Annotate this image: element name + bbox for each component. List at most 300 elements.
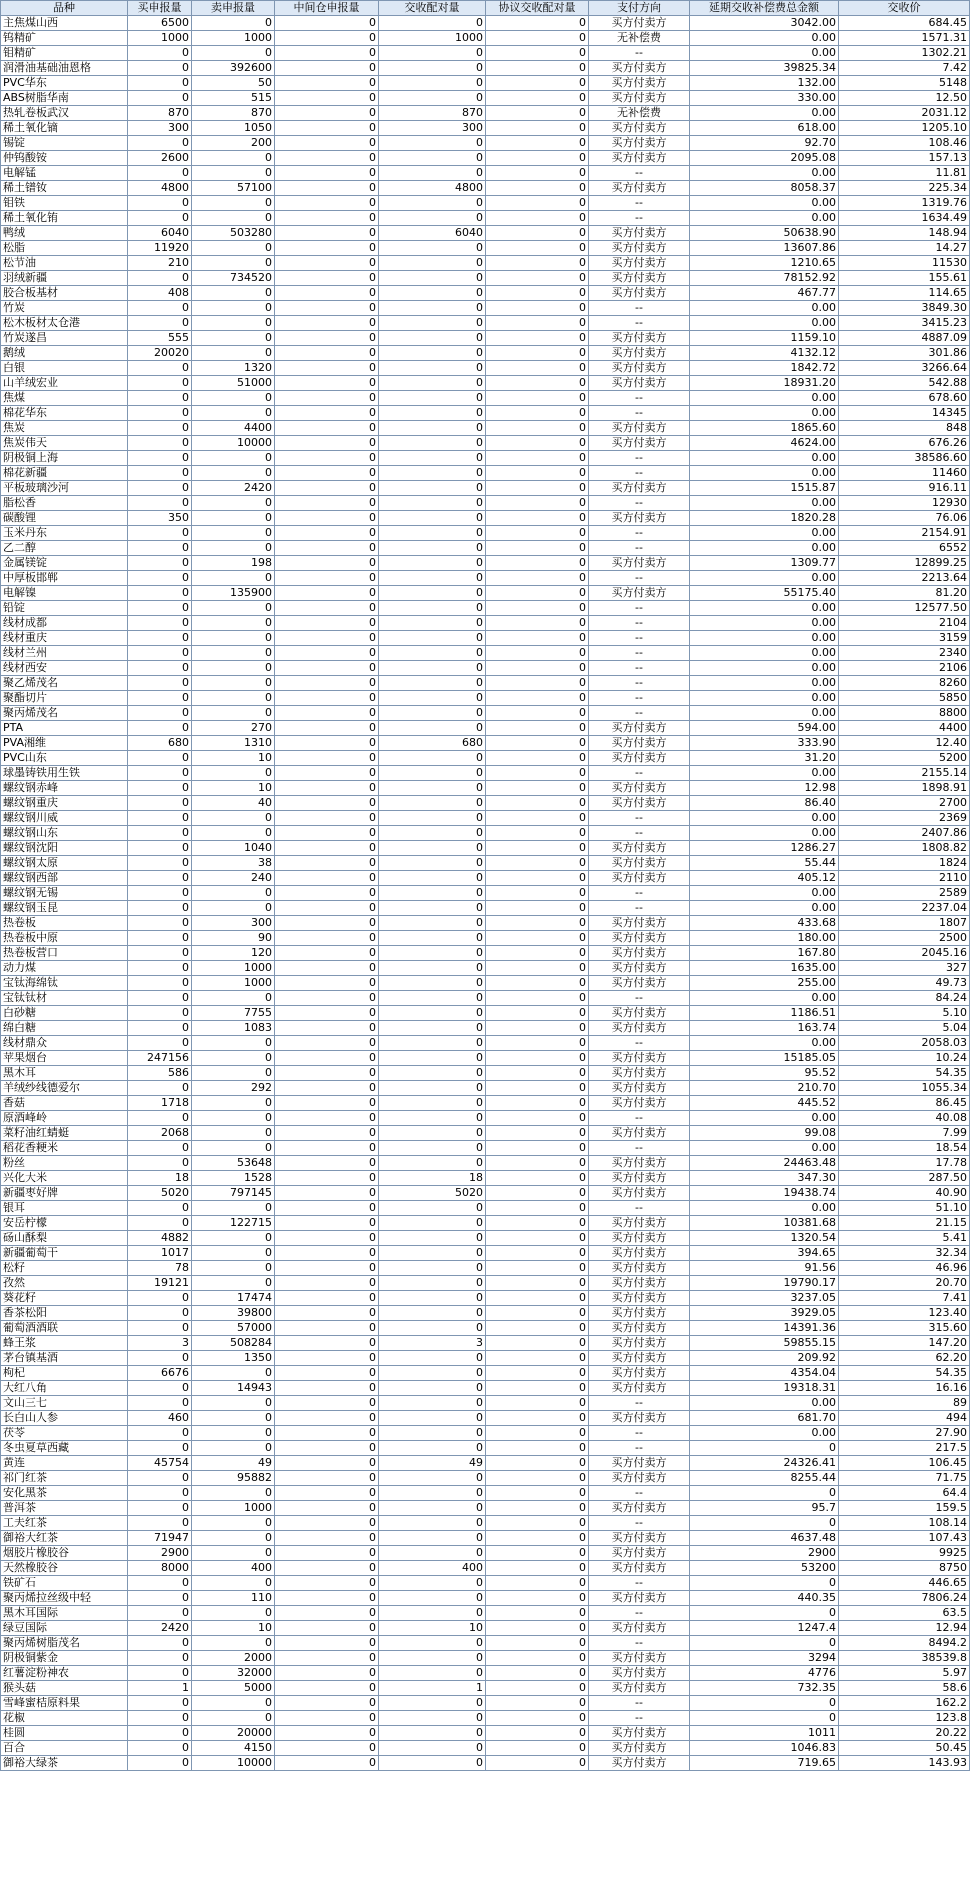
cell-agreement-matched: 0 bbox=[486, 1666, 589, 1681]
cell-deferred-compensation: 210.70 bbox=[690, 1081, 839, 1096]
cell-deferred-compensation: 394.65 bbox=[690, 1246, 839, 1261]
table-row bbox=[1, 421, 970, 436]
cell-intermediate-declared: 0 bbox=[275, 766, 379, 781]
table-row bbox=[1, 1756, 970, 1771]
cell-deferred-compensation: 0.00 bbox=[690, 616, 839, 631]
cell-intermediate-declared: 0 bbox=[275, 571, 379, 586]
cell-sell-declared: 0 bbox=[192, 1606, 275, 1621]
cell-delivery-price: 12930 bbox=[839, 496, 970, 511]
cell-buy-declared: 680 bbox=[128, 736, 192, 751]
cell-intermediate-declared: 0 bbox=[275, 1696, 379, 1711]
table-row bbox=[1, 1381, 970, 1396]
cell-deferred-compensation: 1011 bbox=[690, 1726, 839, 1741]
cell-sell-declared: 0 bbox=[192, 1576, 275, 1591]
cell-matched: 0 bbox=[379, 556, 486, 571]
cell-matched: 0 bbox=[379, 1021, 486, 1036]
cell-agreement-matched: 0 bbox=[486, 1456, 589, 1471]
cell-matched: 0 bbox=[379, 916, 486, 931]
cell-deferred-compensation: 0.00 bbox=[690, 1111, 839, 1126]
cell-sell-declared: 515 bbox=[192, 91, 275, 106]
cell-payment-direction: 买方付卖方 bbox=[589, 1681, 690, 1696]
cell-buy-declared: 0 bbox=[128, 571, 192, 586]
cell-matched: 0 bbox=[379, 1591, 486, 1606]
cell-variety: 电解锰 bbox=[1, 166, 128, 181]
cell-variety: 中厚板邯郸 bbox=[1, 571, 128, 586]
cell-sell-declared: 122715 bbox=[192, 1216, 275, 1231]
cell-sell-declared: 10 bbox=[192, 751, 275, 766]
cell-deferred-compensation: 0.00 bbox=[690, 601, 839, 616]
cell-intermediate-declared: 0 bbox=[275, 1756, 379, 1771]
cell-buy-declared: 350 bbox=[128, 511, 192, 526]
cell-payment-direction: 买方付卖方 bbox=[589, 481, 690, 496]
cell-sell-declared: 0 bbox=[192, 1066, 275, 1081]
cell-deferred-compensation: 0.00 bbox=[690, 901, 839, 916]
cell-intermediate-declared: 0 bbox=[275, 301, 379, 316]
cell-deferred-compensation: 445.52 bbox=[690, 1096, 839, 1111]
cell-delivery-price: 678.60 bbox=[839, 391, 970, 406]
cell-deferred-compensation: 0.00 bbox=[690, 826, 839, 841]
cell-matched: 0 bbox=[379, 451, 486, 466]
cell-payment-direction: -- bbox=[589, 466, 690, 481]
cell-intermediate-declared: 0 bbox=[275, 331, 379, 346]
cell-sell-declared: 0 bbox=[192, 1036, 275, 1051]
cell-agreement-matched: 0 bbox=[486, 1441, 589, 1456]
cell-agreement-matched: 0 bbox=[486, 751, 589, 766]
cell-buy-declared: 78 bbox=[128, 1261, 192, 1276]
cell-variety: 茯苓 bbox=[1, 1426, 128, 1441]
cell-agreement-matched: 0 bbox=[486, 361, 589, 376]
cell-payment-direction: 买方付卖方 bbox=[589, 796, 690, 811]
cell-sell-declared: 0 bbox=[192, 1696, 275, 1711]
cell-variety: 乙二醇 bbox=[1, 541, 128, 556]
cell-payment-direction: 买方付卖方 bbox=[589, 1051, 690, 1066]
cell-payment-direction: 买方付卖方 bbox=[589, 736, 690, 751]
cell-intermediate-declared: 0 bbox=[275, 226, 379, 241]
cell-variety: 金属镁锭 bbox=[1, 556, 128, 571]
cell-agreement-matched: 0 bbox=[486, 1711, 589, 1726]
cell-agreement-matched: 0 bbox=[486, 976, 589, 991]
cell-intermediate-declared: 0 bbox=[275, 721, 379, 736]
cell-matched: 18 bbox=[379, 1171, 486, 1186]
cell-buy-declared: 0 bbox=[128, 1321, 192, 1336]
cell-payment-direction: 买方付卖方 bbox=[589, 1621, 690, 1636]
cell-buy-declared: 0 bbox=[128, 556, 192, 571]
cell-payment-direction: 买方付卖方 bbox=[589, 1471, 690, 1486]
cell-matched: 0 bbox=[379, 1606, 486, 1621]
cell-variety: 工夫红茶 bbox=[1, 1516, 128, 1531]
cell-matched: 0 bbox=[379, 1516, 486, 1531]
cell-deferred-compensation: 0.00 bbox=[690, 46, 839, 61]
table-row bbox=[1, 1726, 970, 1741]
cell-intermediate-declared: 0 bbox=[275, 196, 379, 211]
cell-deferred-compensation: 1210.65 bbox=[690, 256, 839, 271]
cell-deferred-compensation: 405.12 bbox=[690, 871, 839, 886]
cell-agreement-matched: 0 bbox=[486, 226, 589, 241]
cell-buy-declared: 0 bbox=[128, 661, 192, 676]
cell-payment-direction: -- bbox=[589, 1576, 690, 1591]
cell-variety: 松节油 bbox=[1, 256, 128, 271]
cell-payment-direction: 买方付卖方 bbox=[589, 1546, 690, 1561]
cell-matched: 0 bbox=[379, 166, 486, 181]
cell-sell-declared: 1000 bbox=[192, 976, 275, 991]
cell-buy-declared: 0 bbox=[128, 271, 192, 286]
cell-payment-direction: -- bbox=[589, 1606, 690, 1621]
cell-matched: 0 bbox=[379, 196, 486, 211]
cell-delivery-price: 27.90 bbox=[839, 1426, 970, 1441]
cell-intermediate-declared: 0 bbox=[275, 1081, 379, 1096]
cell-matched: 0 bbox=[379, 1246, 486, 1261]
cell-agreement-matched: 0 bbox=[486, 1291, 589, 1306]
cell-variety: 松籽 bbox=[1, 1261, 128, 1276]
cell-sell-declared: 0 bbox=[192, 811, 275, 826]
cell-payment-direction: 买方付卖方 bbox=[589, 1336, 690, 1351]
cell-buy-declared: 2068 bbox=[128, 1126, 192, 1141]
cell-deferred-compensation: 440.35 bbox=[690, 1591, 839, 1606]
table-row bbox=[1, 736, 970, 751]
cell-delivery-price: 114.65 bbox=[839, 286, 970, 301]
table-row bbox=[1, 1696, 970, 1711]
cell-sell-declared: 508284 bbox=[192, 1336, 275, 1351]
cell-sell-declared: 0 bbox=[192, 541, 275, 556]
cell-delivery-price: 1055.34 bbox=[839, 1081, 970, 1096]
cell-matched: 6040 bbox=[379, 226, 486, 241]
cell-agreement-matched: 0 bbox=[486, 331, 589, 346]
table-row bbox=[1, 661, 970, 676]
cell-payment-direction: 买方付卖方 bbox=[589, 961, 690, 976]
cell-intermediate-declared: 0 bbox=[275, 1546, 379, 1561]
cell-agreement-matched: 0 bbox=[486, 781, 589, 796]
table-row bbox=[1, 406, 970, 421]
cell-sell-declared: 40 bbox=[192, 796, 275, 811]
table-row bbox=[1, 76, 970, 91]
cell-agreement-matched: 0 bbox=[486, 1261, 589, 1276]
cell-delivery-price: 162.2 bbox=[839, 1696, 970, 1711]
cell-sell-declared: 50 bbox=[192, 76, 275, 91]
cell-agreement-matched: 0 bbox=[486, 1546, 589, 1561]
cell-deferred-compensation: 55175.40 bbox=[690, 586, 839, 601]
table-row bbox=[1, 856, 970, 871]
cell-delivery-price: 3159 bbox=[839, 631, 970, 646]
cell-matched: 0 bbox=[379, 1216, 486, 1231]
table-row bbox=[1, 211, 970, 226]
cell-payment-direction: 买方付卖方 bbox=[589, 1591, 690, 1606]
cell-sell-declared: 1000 bbox=[192, 961, 275, 976]
table-row bbox=[1, 16, 970, 31]
cell-intermediate-declared: 0 bbox=[275, 676, 379, 691]
cell-variety: 聚乙烯茂名 bbox=[1, 676, 128, 691]
cell-buy-declared: 0 bbox=[128, 391, 192, 406]
cell-delivery-price: 2110 bbox=[839, 871, 970, 886]
cell-agreement-matched: 0 bbox=[486, 31, 589, 46]
cell-deferred-compensation: 333.90 bbox=[690, 736, 839, 751]
header-row bbox=[1, 1, 970, 16]
cell-agreement-matched: 0 bbox=[486, 871, 589, 886]
cell-payment-direction: 买方付卖方 bbox=[589, 1726, 690, 1741]
table-row bbox=[1, 46, 970, 61]
cell-buy-declared: 0 bbox=[128, 886, 192, 901]
table-row bbox=[1, 331, 970, 346]
cell-intermediate-declared: 0 bbox=[275, 1246, 379, 1261]
cell-variety: 焦炭 bbox=[1, 421, 128, 436]
cell-buy-declared: 0 bbox=[128, 1666, 192, 1681]
table-row bbox=[1, 676, 970, 691]
cell-variety: 黑木耳国际 bbox=[1, 1606, 128, 1621]
cell-buy-declared: 0 bbox=[128, 1006, 192, 1021]
cell-sell-declared: 240 bbox=[192, 871, 275, 886]
cell-agreement-matched: 0 bbox=[486, 916, 589, 931]
cell-payment-direction: -- bbox=[589, 1036, 690, 1051]
cell-sell-declared: 0 bbox=[192, 496, 275, 511]
cell-sell-declared: 57000 bbox=[192, 1321, 275, 1336]
cell-variety: 羽绒新疆 bbox=[1, 271, 128, 286]
cell-delivery-price: 20.22 bbox=[839, 1726, 970, 1741]
cell-payment-direction: 买方付卖方 bbox=[589, 721, 690, 736]
table-row bbox=[1, 541, 970, 556]
cell-deferred-compensation: 1286.27 bbox=[690, 841, 839, 856]
cell-agreement-matched: 0 bbox=[486, 286, 589, 301]
cell-intermediate-declared: 0 bbox=[275, 1111, 379, 1126]
cell-buy-declared: 0 bbox=[128, 466, 192, 481]
cell-deferred-compensation: 8255.44 bbox=[690, 1471, 839, 1486]
cell-matched: 0 bbox=[379, 301, 486, 316]
cell-agreement-matched: 0 bbox=[486, 1246, 589, 1261]
cell-agreement-matched: 0 bbox=[486, 1141, 589, 1156]
cell-buy-declared: 300 bbox=[128, 121, 192, 136]
cell-intermediate-declared: 0 bbox=[275, 1351, 379, 1366]
cell-payment-direction: 买方付卖方 bbox=[589, 1411, 690, 1426]
cell-deferred-compensation: 12.98 bbox=[690, 781, 839, 796]
cell-intermediate-declared: 0 bbox=[275, 1636, 379, 1651]
cell-buy-declared: 0 bbox=[128, 1351, 192, 1366]
cell-matched: 0 bbox=[379, 526, 486, 541]
cell-variety: 安岳柠檬 bbox=[1, 1216, 128, 1231]
cell-matched: 0 bbox=[379, 796, 486, 811]
cell-intermediate-declared: 0 bbox=[275, 1516, 379, 1531]
cell-matched: 0 bbox=[379, 331, 486, 346]
cell-matched: 0 bbox=[379, 376, 486, 391]
cell-buy-declared: 0 bbox=[128, 136, 192, 151]
cell-agreement-matched: 0 bbox=[486, 151, 589, 166]
cell-payment-direction: 买方付卖方 bbox=[589, 781, 690, 796]
cell-sell-declared: 0 bbox=[192, 886, 275, 901]
cell-buy-declared: 0 bbox=[128, 901, 192, 916]
cell-payment-direction: -- bbox=[589, 541, 690, 556]
cell-deferred-compensation: 209.92 bbox=[690, 1351, 839, 1366]
cell-intermediate-declared: 0 bbox=[275, 181, 379, 196]
table-row bbox=[1, 1531, 970, 1546]
cell-payment-direction: 买方付卖方 bbox=[589, 1741, 690, 1756]
cell-agreement-matched: 0 bbox=[486, 16, 589, 31]
cell-payment-direction: -- bbox=[589, 601, 690, 616]
table-row bbox=[1, 241, 970, 256]
cell-deferred-compensation: 0.00 bbox=[690, 166, 839, 181]
cell-payment-direction: -- bbox=[589, 391, 690, 406]
cell-deferred-compensation: 15185.05 bbox=[690, 1051, 839, 1066]
cell-delivery-price: 7.99 bbox=[839, 1126, 970, 1141]
cell-matched: 0 bbox=[379, 511, 486, 526]
table-row bbox=[1, 1561, 970, 1576]
cell-variety: 宝钛钛材 bbox=[1, 991, 128, 1006]
cell-agreement-matched: 0 bbox=[486, 991, 589, 1006]
table-row bbox=[1, 1591, 970, 1606]
cell-intermediate-declared: 0 bbox=[275, 811, 379, 826]
cell-payment-direction: 买方付卖方 bbox=[589, 871, 690, 886]
cell-matched: 0 bbox=[379, 466, 486, 481]
cell-agreement-matched: 0 bbox=[486, 661, 589, 676]
cell-sell-declared: 90 bbox=[192, 931, 275, 946]
cell-buy-declared: 0 bbox=[128, 1636, 192, 1651]
cell-deferred-compensation: 55.44 bbox=[690, 856, 839, 871]
cell-agreement-matched: 0 bbox=[486, 886, 589, 901]
cell-agreement-matched: 0 bbox=[486, 1591, 589, 1606]
cell-matched: 0 bbox=[379, 676, 486, 691]
cell-sell-declared: 10000 bbox=[192, 436, 275, 451]
cell-delivery-price: 50.45 bbox=[839, 1741, 970, 1756]
cell-matched: 0 bbox=[379, 1486, 486, 1501]
cell-intermediate-declared: 0 bbox=[275, 361, 379, 376]
cell-delivery-price: 8750 bbox=[839, 1561, 970, 1576]
cell-intermediate-declared: 0 bbox=[275, 1276, 379, 1291]
table-row bbox=[1, 346, 970, 361]
cell-payment-direction: -- bbox=[589, 766, 690, 781]
cell-sell-declared: 0 bbox=[192, 1201, 275, 1216]
cell-sell-declared: 0 bbox=[192, 256, 275, 271]
col-header-variety: 品种 bbox=[1, 1, 128, 16]
cell-variety: 线材重庆 bbox=[1, 631, 128, 646]
cell-agreement-matched: 0 bbox=[486, 1396, 589, 1411]
cell-intermediate-declared: 0 bbox=[275, 856, 379, 871]
cell-buy-declared: 1 bbox=[128, 1681, 192, 1696]
table-row bbox=[1, 1711, 970, 1726]
cell-variety: 润滑油基础油恩格 bbox=[1, 61, 128, 76]
cell-delivery-price: 12.40 bbox=[839, 736, 970, 751]
cell-sell-declared: 0 bbox=[192, 166, 275, 181]
cell-matched: 0 bbox=[379, 61, 486, 76]
cell-matched: 0 bbox=[379, 721, 486, 736]
cell-variety: 羊绒纱线德爱尔 bbox=[1, 1081, 128, 1096]
cell-sell-declared: 300 bbox=[192, 916, 275, 931]
cell-agreement-matched: 0 bbox=[486, 106, 589, 121]
cell-sell-declared: 0 bbox=[192, 1111, 275, 1126]
cell-delivery-price: 18.54 bbox=[839, 1141, 970, 1156]
cell-intermediate-declared: 0 bbox=[275, 1231, 379, 1246]
cell-matched: 0 bbox=[379, 151, 486, 166]
cell-agreement-matched: 0 bbox=[486, 1471, 589, 1486]
table-row bbox=[1, 601, 970, 616]
cell-sell-declared: 0 bbox=[192, 901, 275, 916]
cell-deferred-compensation: 53200 bbox=[690, 1561, 839, 1576]
cell-buy-declared: 4800 bbox=[128, 181, 192, 196]
cell-matched: 4800 bbox=[379, 181, 486, 196]
cell-intermediate-declared: 0 bbox=[275, 1711, 379, 1726]
table-row bbox=[1, 1171, 970, 1186]
cell-intermediate-declared: 0 bbox=[275, 871, 379, 886]
table-row bbox=[1, 376, 970, 391]
cell-variety: 兴化大米 bbox=[1, 1171, 128, 1186]
cell-delivery-price: 21.15 bbox=[839, 1216, 970, 1231]
cell-delivery-price: 1807 bbox=[839, 916, 970, 931]
cell-matched: 0 bbox=[379, 661, 486, 676]
cell-intermediate-declared: 0 bbox=[275, 481, 379, 496]
cell-variety: 碳酸锂 bbox=[1, 511, 128, 526]
cell-intermediate-declared: 0 bbox=[275, 736, 379, 751]
cell-payment-direction: -- bbox=[589, 451, 690, 466]
cell-buy-declared: 0 bbox=[128, 601, 192, 616]
cell-sell-declared: 0 bbox=[192, 661, 275, 676]
cell-deferred-compensation: 3294 bbox=[690, 1651, 839, 1666]
cell-buy-declared: 0 bbox=[128, 1516, 192, 1531]
cell-deferred-compensation: 433.68 bbox=[690, 916, 839, 931]
cell-sell-declared: 0 bbox=[192, 346, 275, 361]
cell-delivery-price: 155.61 bbox=[839, 271, 970, 286]
cell-sell-declared: 0 bbox=[192, 286, 275, 301]
table-row bbox=[1, 1606, 970, 1621]
cell-intermediate-declared: 0 bbox=[275, 211, 379, 226]
cell-payment-direction: -- bbox=[589, 1486, 690, 1501]
table-row bbox=[1, 1261, 970, 1276]
table-row bbox=[1, 1336, 970, 1351]
cell-deferred-compensation: 1186.51 bbox=[690, 1006, 839, 1021]
cell-delivery-price: 40.90 bbox=[839, 1186, 970, 1201]
cell-sell-declared: 1528 bbox=[192, 1171, 275, 1186]
cell-delivery-price: 76.06 bbox=[839, 511, 970, 526]
table-row bbox=[1, 1006, 970, 1021]
cell-buy-declared: 0 bbox=[128, 871, 192, 886]
cell-deferred-compensation: 0.00 bbox=[690, 631, 839, 646]
cell-deferred-compensation: 0.00 bbox=[690, 1426, 839, 1441]
table-row bbox=[1, 61, 970, 76]
cell-agreement-matched: 0 bbox=[486, 511, 589, 526]
cell-intermediate-declared: 0 bbox=[275, 1651, 379, 1666]
cell-variety: ABS树脂华南 bbox=[1, 91, 128, 106]
cell-matched: 0 bbox=[379, 1471, 486, 1486]
table-row bbox=[1, 1036, 970, 1051]
cell-intermediate-declared: 0 bbox=[275, 1291, 379, 1306]
cell-payment-direction: -- bbox=[589, 1696, 690, 1711]
cell-matched: 0 bbox=[379, 1726, 486, 1741]
cell-payment-direction: -- bbox=[589, 631, 690, 646]
cell-matched: 0 bbox=[379, 1366, 486, 1381]
cell-buy-declared: 0 bbox=[128, 406, 192, 421]
cell-intermediate-declared: 0 bbox=[275, 526, 379, 541]
cell-sell-declared: 0 bbox=[192, 766, 275, 781]
table-row bbox=[1, 796, 970, 811]
cell-delivery-price: 123.40 bbox=[839, 1306, 970, 1321]
cell-delivery-price: 5.97 bbox=[839, 1666, 970, 1681]
cell-delivery-price: 38539.8 bbox=[839, 1651, 970, 1666]
cell-matched: 49 bbox=[379, 1456, 486, 1471]
cell-payment-direction: -- bbox=[589, 316, 690, 331]
cell-payment-direction: -- bbox=[589, 406, 690, 421]
cell-variety: 枸杞 bbox=[1, 1366, 128, 1381]
cell-variety: PTA bbox=[1, 721, 128, 736]
cell-delivery-price: 17.78 bbox=[839, 1156, 970, 1171]
cell-deferred-compensation: 4132.12 bbox=[690, 346, 839, 361]
cell-sell-declared: 57100 bbox=[192, 181, 275, 196]
cell-agreement-matched: 0 bbox=[486, 1681, 589, 1696]
cell-payment-direction: 买方付卖方 bbox=[589, 436, 690, 451]
cell-deferred-compensation: 0.00 bbox=[690, 706, 839, 721]
cell-payment-direction: 买方付卖方 bbox=[589, 1351, 690, 1366]
cell-agreement-matched: 0 bbox=[486, 1111, 589, 1126]
cell-delivery-price: 40.08 bbox=[839, 1111, 970, 1126]
cell-payment-direction: 买方付卖方 bbox=[589, 1246, 690, 1261]
table-row bbox=[1, 1651, 970, 1666]
cell-delivery-price: 2154.91 bbox=[839, 526, 970, 541]
cell-agreement-matched: 0 bbox=[486, 1756, 589, 1771]
cell-matched: 0 bbox=[379, 886, 486, 901]
cell-variety: 铅锭 bbox=[1, 601, 128, 616]
